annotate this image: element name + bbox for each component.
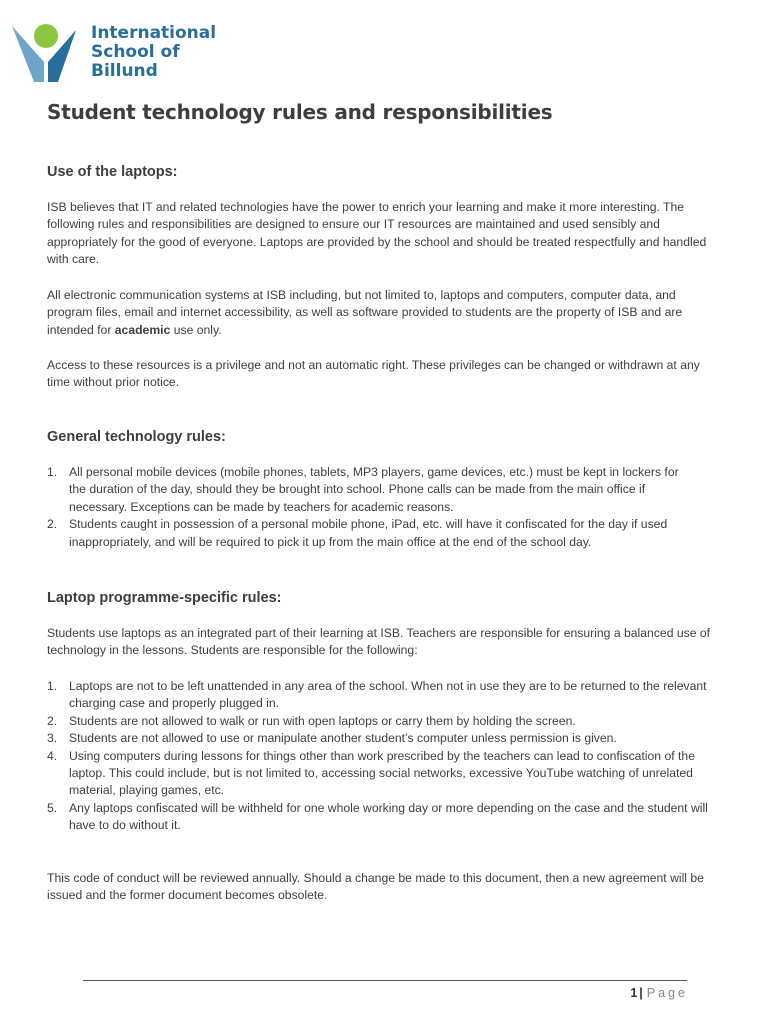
logo-text xyxy=(91,24,216,81)
list-item: 1. Laptops are not to be left unattended in any area of the school. When not in use they are to be returned to the relevant charging case and properly plugged in. xyxy=(47,679,707,711)
list-item: 5. Any laptops confiscated will be withheld for one whole working day or more depending on the case and the student will have to do without it. xyxy=(47,800,708,833)
section-title-laptops: Use of the laptops: xyxy=(47,164,178,180)
list-item: 2. Students are not allowed to walk or run with open laptops or carry them by holding the screen. xyxy=(47,713,576,728)
list-item: 1. All personal mobile devices (mobile phones, tablets, MP3 players, game devices, etc.) must be kept in lockers for the duration of the day, should they be brought into school. Phone calls can be made from the main office if necessary. Exceptions can be made by teachers for academic reasons. xyxy=(47,465,679,514)
section-title-laptop-rules: Laptop programme-specific rules: xyxy=(47,590,282,606)
list-item: 3. Students are not allowed to use or manipulate another student’s computer unless permission is given. xyxy=(47,731,617,746)
page-number: 1 xyxy=(630,986,638,1000)
general-rules-list xyxy=(47,464,697,551)
paragraph: All electronic communication systems at ISB including, but not limited to, laptops and computers, computer data, and program files, email and internet accessibility, as well as software provided to students are the property of ISB and are intended for academic use only. xyxy=(47,288,683,337)
page-footer xyxy=(630,986,688,1000)
logo-mark-icon xyxy=(10,20,80,86)
paragraph: Students use laptops as an integrated part of their learning at ISB. Teachers are responsible for ensuring a balanced use of technology in the lessons. Students are responsible for the following: xyxy=(47,626,711,658)
footer-separator: | xyxy=(639,986,643,1000)
laptop-rules-list xyxy=(47,678,727,835)
school-logo xyxy=(10,20,230,86)
logo-line: School of xyxy=(91,42,180,62)
footer-divider xyxy=(83,980,687,981)
logo-line: International xyxy=(91,23,217,43)
document-title: Student technology rules and responsibilities xyxy=(47,100,553,124)
list-item: 2. Students caught in possession of a personal mobile phone, iPad, etc. will have it confiscated for the day if used inappropriately, and will be required to pick it up from the main office at the end of the school day. xyxy=(47,517,668,549)
section-title-general-rules: General technology rules: xyxy=(47,429,226,445)
list-item: 4. Using computers during lessons for things other than work prescribed by the teachers can lead to confiscation of the laptop. This could include, but is not limited to, accessing social networks, excessive YouTube watching of unrelated material, playing games, etc. xyxy=(47,748,695,798)
emphasis-academic: academic xyxy=(114,322,171,337)
paragraph: ISB believes that IT and related technologies have the power to enrich your learning and make it more interesting. The following rules and responsibilities are designed to ensure our IT resources are maintained and used sensibly and appropriately for the good of everyone. Laptops are provided by the school and should be treated respectfully and handled with care. xyxy=(47,200,707,267)
paragraph: This code of conduct will be reviewed annually. Should a change be made to this document, then a new agreement will be issued and the former document becomes obsolete. xyxy=(47,871,704,903)
paragraph: Access to these resources is a privilege and not an automatic right. These privileges can be changed or withdrawn at any time without prior notice. xyxy=(47,358,700,390)
document-body xyxy=(47,100,727,903)
page-label: Page xyxy=(646,986,688,1000)
logo-line: Billund xyxy=(91,61,158,81)
